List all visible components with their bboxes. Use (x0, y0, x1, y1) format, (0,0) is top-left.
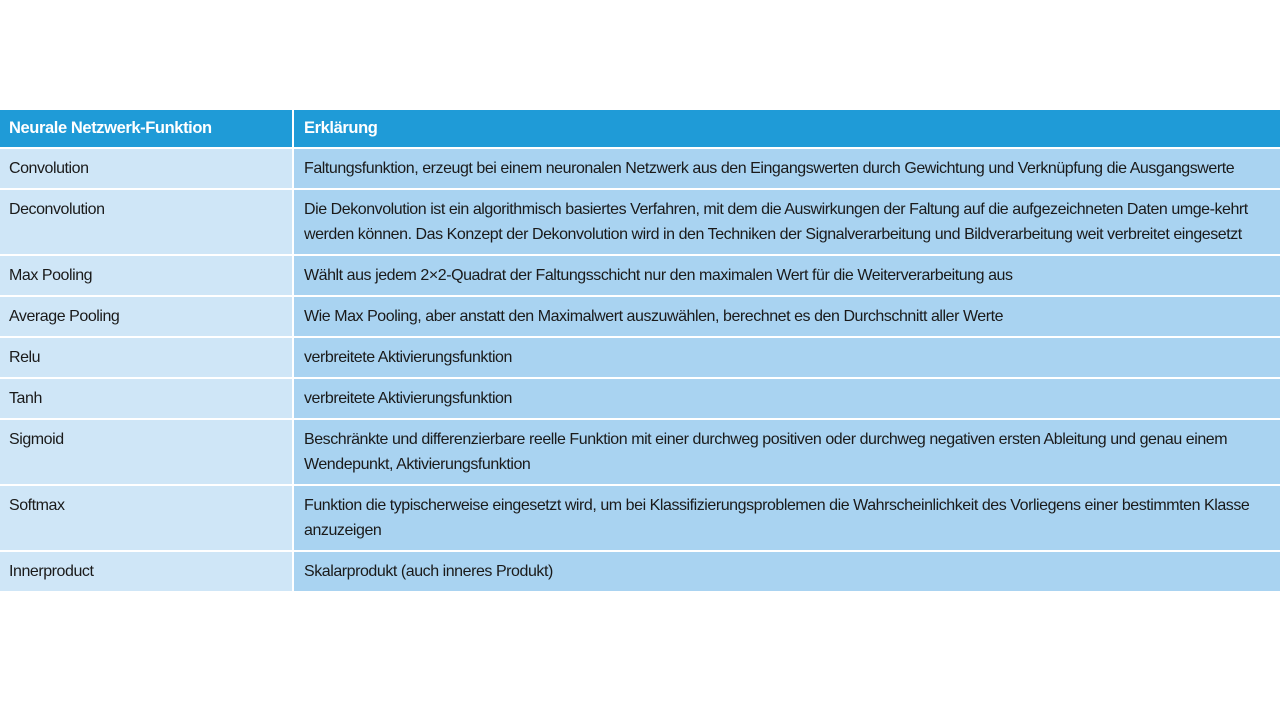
table-row (0, 190, 1280, 256)
table-row (0, 486, 1280, 552)
function-explanation: Beschränkte und differenzierbare reelle Funktion mit einer durchweg positiven oder durchweg negativen ersten Ableitung und genau einem Wendepunkt, Aktivierungsfunktion (292, 420, 1280, 486)
function-name: Relu (0, 338, 292, 379)
table-row (0, 338, 1280, 379)
table-body (0, 149, 1280, 593)
header-explanation: Erklärung (292, 110, 1280, 149)
function-explanation: Funktion die typischerweise eingesetzt wird, um bei Klassifizierungsproblemen die Wahrscheinlichkeit des Vorliegens einer bestimmten Klasse anzuzeigen (292, 486, 1280, 552)
header-function: Neurale Netzwerk-Funktion (0, 110, 292, 149)
function-name: Average Pooling (0, 297, 292, 338)
function-name: Tanh (0, 379, 292, 420)
functions-table-container (0, 110, 1280, 593)
function-name: Max Pooling (0, 256, 292, 297)
function-explanation: Wählt aus jedem 2×2-Quadrat der Faltungsschicht nur den maximalen Wert für die Weiterverarbeitung aus (292, 256, 1280, 297)
table-row (0, 297, 1280, 338)
function-name: Sigmoid (0, 420, 292, 486)
function-explanation: verbreitete Aktivierungsfunktion (292, 338, 1280, 379)
function-name: Softmax (0, 486, 292, 552)
table-row (0, 552, 1280, 593)
table-row (0, 379, 1280, 420)
function-explanation: Skalarprodukt (auch inneres Produkt) (292, 552, 1280, 593)
function-name: Innerproduct (0, 552, 292, 593)
table-row (0, 420, 1280, 486)
function-explanation: Die Dekonvolution ist ein algorithmisch basiertes Verfahren, mit dem die Auswirkungen der Faltung auf die aufgezeichneten Daten umge-kehrt werden können. Das Konzept der Dekonvolution wird in den Techniken der Signalverarbeitung und Bildverarbeitung weit verbreitet eingesetzt (292, 190, 1280, 256)
function-explanation: Faltungsfunktion, erzeugt bei einem neuronalen Netzwerk aus den Eingangswerten durch Gewichtung und Verknüpfung die Ausgangswerte (292, 149, 1280, 190)
function-name: Convolution (0, 149, 292, 190)
header-row (0, 110, 1280, 149)
function-explanation: verbreitete Aktivierungsfunktion (292, 379, 1280, 420)
table-row (0, 149, 1280, 190)
table-header (0, 110, 1280, 149)
function-explanation: Wie Max Pooling, aber anstatt den Maximalwert auszuwählen, berechnet es den Durchschnitt aller Werte (292, 297, 1280, 338)
table-row (0, 256, 1280, 297)
neural-network-functions-table (0, 110, 1280, 593)
function-name: Deconvolution (0, 190, 292, 256)
